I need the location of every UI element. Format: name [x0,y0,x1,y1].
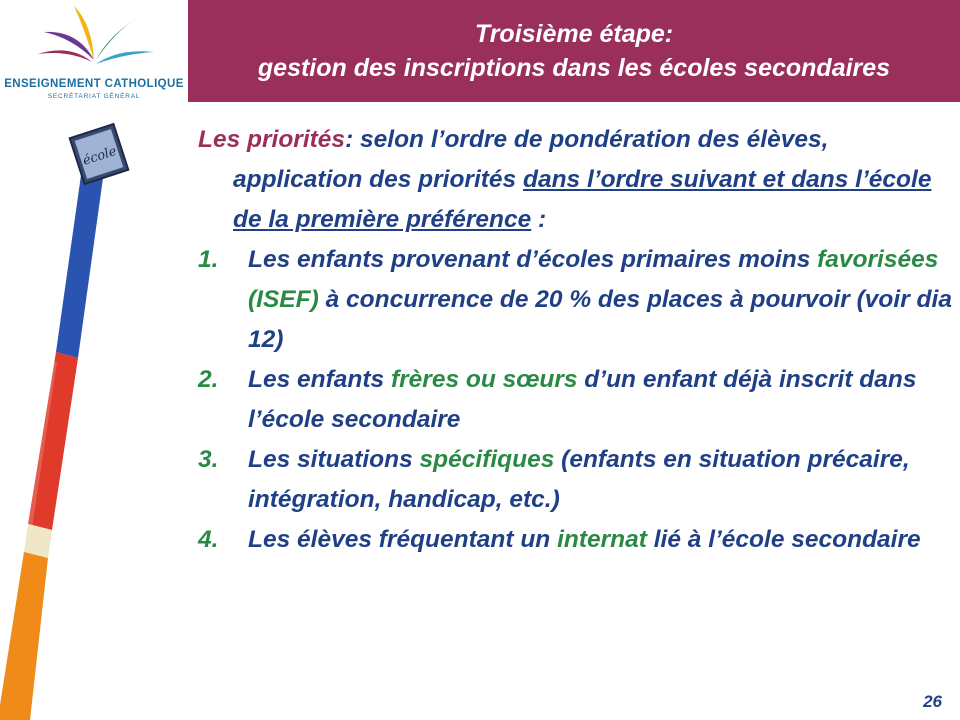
page-number: 26 [923,692,942,711]
slide-title [188,0,960,102]
list-item-highlight: favorisées (ISEF) [248,246,939,313]
list-item-number: 3. [198,446,219,473]
list-item-highlight: internat [557,526,647,553]
list-item: 4. Les élèves fréquentant un internat lié à l’école secondaire [198,520,958,560]
list-item: 1. Les enfants provenant d’écoles primaires moins favorisées (ISEF) à concurrence de 20 % des places à pourvoir (voir dia 12) [198,240,958,360]
list-item: 3. Les situations spécifiques (enfants en situation précaire, intégration, handicap, etc.) [198,440,958,520]
priorities-intro: Les priorités: selon l’ordre de pondération des élèves, application des priorités dans l’ordre suivant et dans l’école de la première préférence : [198,126,932,233]
list-item: 2. Les enfants frères ou sœurs d’un enfant déjà inscrit dans l’école secondaire [198,360,958,440]
ecole-sign-text: école [80,143,119,169]
list-item-number: 1. [198,246,219,273]
priorities-order-underlined: dans l’ordre suivant et dans l’école de la première préférence [233,166,932,233]
logo [0,0,188,102]
slide-body [198,120,958,560]
logo-flame-icon [30,4,158,80]
priorities-heading: Les priorités [198,126,346,153]
logo-subtitle: SECRÉTARIAT GÉNÉRAL [47,93,141,100]
slide-title-line-1: Troisième étape: [474,20,674,48]
list-item-number: 4. [198,526,219,553]
logo-title: ENSEIGNEMENT CATHOLIQUE [4,78,184,90]
list-item-highlight: spécifiques [419,446,555,473]
list-item-number: 2. [198,366,219,393]
list-item-highlight: frères ou sœurs [390,366,578,393]
slide-title-line-2: gestion des inscriptions dans les écoles secondaires [257,54,891,82]
ecole-pole-illustration [0,100,190,720]
